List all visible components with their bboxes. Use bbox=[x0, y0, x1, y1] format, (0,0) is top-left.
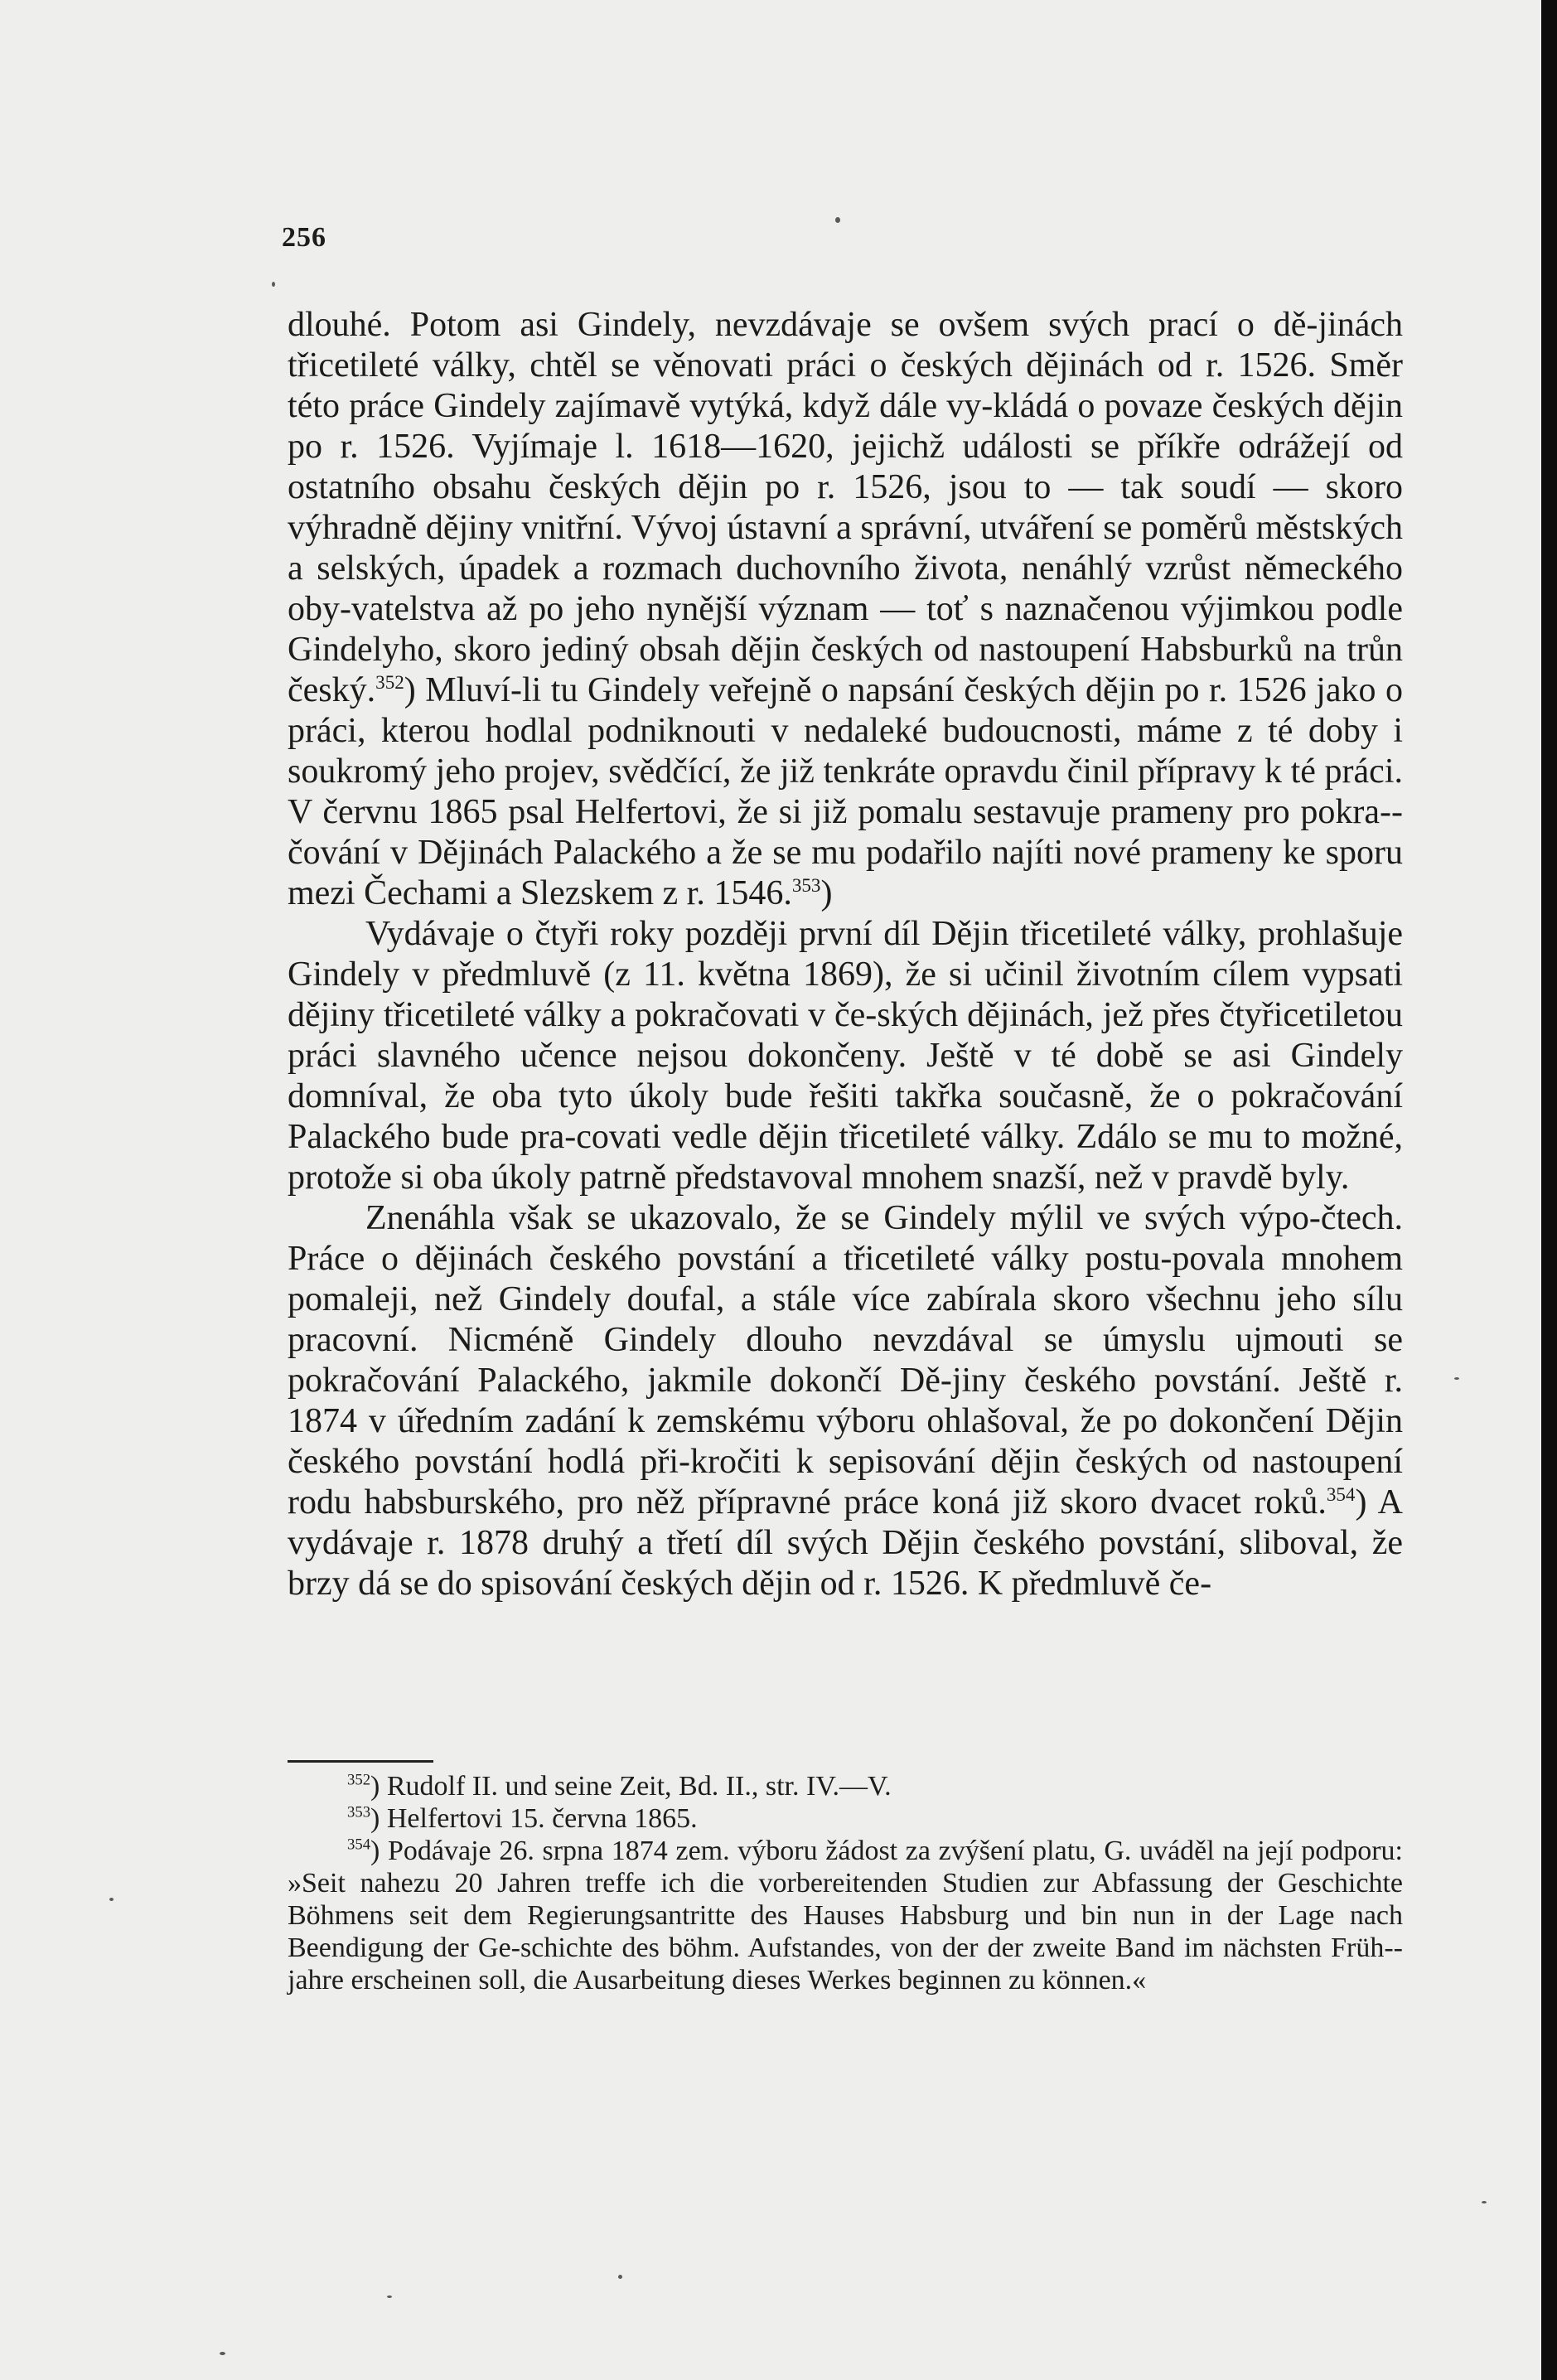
footnote-353 bbox=[288, 1802, 1403, 1835]
footnote-number: 354 bbox=[347, 1836, 371, 1854]
footnote-354 bbox=[288, 1835, 1403, 1996]
footnote-ref-353: 353 bbox=[791, 874, 821, 896]
scan-speck bbox=[618, 2275, 622, 2279]
paragraph-1-text: dlouhé. Potom asi Gindely, nevzdávaje se ovšem svých prací o dě-jinách třicetileté války, chtěl se věnovati práci o českých dějinách od r. 1526. Směr této práce Gindely zajímavě vytýká, když dále vy-kládá o povaze českých dějin po r. 1526. Vyjímaje l. 1618—1620, jejichž události se příkře odrážejí od ostatního obsahu českých dějin po r. 1526, jsou to — tak soudí — skoro výhradně dějiny vnitřní. Vývoj ústavní a správní, utváření se poměrů městských a selských, úpadek a rozmach duchovního života, nenáhlý vzrůst německého oby-vatelstva až po jeho nynější význam — toť s naznačenou výjimkou podle Gindelyho, skoro jediný obsah dějin českých od nastoupení Habsburků na trůn český. bbox=[288, 306, 1403, 709]
footnote-text: ) Podávaje 26. srpna 1874 zem. výboru žádost za zvýšení platu, G. uváděl na její podporu: »Seit nahezu 20 Jahren treffe ich die vorbereitenden Studien zur Abfassung der Geschichte Böhmens seit dem Regierungsantritte des Hauses Habsburg und bin nun in der Lage nach Beendigung der Ge-schichte des böhm. Aufstandes, von der der zweite Band im nächsten Früh-jahre erscheinen soll, die Ausarbeitung dieses Werkes beginnen zu können.« bbox=[288, 1836, 1403, 1995]
body-text bbox=[288, 305, 1403, 1604]
paragraph-3 bbox=[288, 1198, 1403, 1604]
scan-edge bbox=[1541, 0, 1557, 2380]
scan-speck bbox=[1454, 1377, 1459, 1380]
scan-speck bbox=[220, 2352, 225, 2355]
paragraph-1 bbox=[288, 305, 1403, 914]
paragraph-3-continuation: ) A vydávaje r. 1878 druhý a třetí díl svých Dějin českého povstání, sliboval, že brzy dá se do spisování českých dějin od r. 1526. K předmluvě če- bbox=[288, 1483, 1403, 1603]
paragraph-1-end: ) bbox=[820, 874, 833, 912]
footnote-text: ) Rudolf II. und seine Zeit, Bd. II., str. IV.—V. bbox=[370, 1771, 892, 1802]
footnote-ref-352: 352 bbox=[375, 671, 404, 693]
paragraph-1-continuation: ) Mluví-li tu Gindely veřejně o napsání českých dějin po r. 1526 jako o práci, kterou hodlal podniknouti v nedaleké budoucnosti, máme z té doby i soukromý jeho projev, svědčící, že již tenkráte opravdu činil přípravy k té práci. V červnu 1865 psal Helfertovi, že si již pomalu sestavuje prameny pro pokra-čování v Dějinách Palackého a že se mu podařilo najíti nové prameny ke sporu mezi Čechami a Slezskem z r. 1546. bbox=[288, 671, 1403, 912]
scan-speck bbox=[387, 2295, 392, 2298]
footnote-number: 352 bbox=[347, 1771, 371, 1789]
scan-speck bbox=[835, 217, 840, 223]
scan-speck bbox=[272, 282, 275, 287]
scan-speck bbox=[1482, 2201, 1487, 2203]
footnotes bbox=[288, 1770, 1403, 1996]
footnote-ref-354: 354 bbox=[1326, 1483, 1356, 1505]
paragraph-2: Vydávaje o čtyři roky později první díl Dějin třicetileté války, prohlašuje Gindely v předmluvě (z 11. května 1869), že si učinil životním cílem vypsati dějiny třicetileté války a pokračovati v če-ských dějinách, jež přes čtyřicetiletou práci slavného učence nejsou dokončeny. Ještě v té době se asi Gindely domníval, že oba tyto úkoly bude řešiti takřka současně, že o pokračování Palackého bude pra-covati vedle dějin třicetileté války. Zdálo se mu to možné, protože si oba úkoly patrně představoval mnohem snazší, než v pravdě byly. bbox=[288, 915, 1403, 1197]
footnote-number: 353 bbox=[347, 1803, 371, 1821]
footnote-text: ) Helfertovi 15. června 1865. bbox=[370, 1803, 698, 1834]
paragraph-3-text: Znenáhla však se ukazovalo, že se Gindely mýlil ve svých výpo-čtech. Práce o dějinách českého povstání a třicetileté války postu-povala mnohem pomaleji, než Gindely doufal, a stále více zabírala skoro všechnu jeho sílu pracovní. Nicméně Gindely dlouho nevzdával se úmyslu ujmouti se pokračování Palackého, jakmile dokončí Dě-jiny českého povstání. Ještě r. 1874 v úředním zadání k zemskému výboru ohlašoval, že po dokončení Dějin českého povstání hodlá při-kročiti k sepisování dějin českých od nastoupení rodu habsburského, pro něž přípravné práce koná již skoro dvacet roků. bbox=[288, 1199, 1403, 1521]
footnote-352 bbox=[288, 1770, 1403, 1802]
page-number: 256 bbox=[282, 222, 326, 253]
scan-speck bbox=[109, 1898, 114, 1901]
footnote-separator bbox=[288, 1760, 433, 1763]
